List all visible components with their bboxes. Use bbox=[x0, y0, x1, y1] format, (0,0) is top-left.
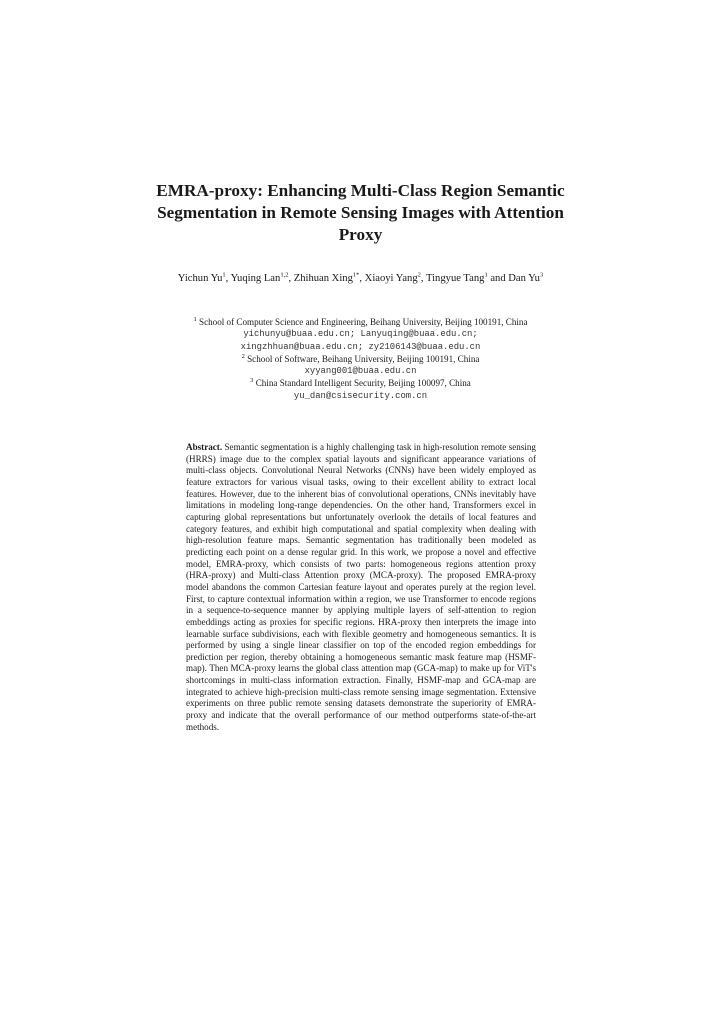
abstract-label: Abstract. bbox=[186, 442, 223, 452]
email-line: xingzhhuan@buaa.edu.cn; zy2106143@buaa.edu.cn bbox=[240, 341, 481, 352]
email-line: yu_dan@csisecurity.com.cn bbox=[293, 390, 428, 401]
author: Zhihuan Xing$^{1*}$, bbox=[293, 271, 365, 284]
paper-title: EMRA-proxy: Enhancing Multi-Class Region Semantic Segmentation in Remote Sensing Images with Attention Proxy bbox=[156, 181, 565, 244]
email-line: yichunyu@buaa.edu.cn; Lanyuqing@buaa.edu.cn; bbox=[243, 329, 478, 340]
author: Yuqing Lan$^{1,2}$, bbox=[230, 271, 294, 284]
affiliation-block bbox=[140, 316, 581, 402]
affiliation-3: $^3$ China Standard Intelligent Security, Beijing 100097, China bbox=[250, 377, 471, 389]
author: Yichun Yu$^1$, bbox=[177, 271, 231, 284]
abstract-text: Semantic segmentation is a highly challenging task in high-resolution remote sensing (HRRS) image due to the complex spatial layouts and significant appearance variations of multi-class objects. Convolutional Neural Networks (CNNs) have been widely employed as feature extractors for various visual tasks, owing to their excellent ability to extract local features. However, due to the inherent bias of convolutional operations, CNNs inevitably have limitations in modeling long-range dependencies. On the other hand, Transformers excel in capturing global representations but unfortunately overlook the details of local features and category features, and exhibit high computational and spatial complexity when dealing with high-resolution feature maps. Semantic segmentation has traditionally been modeled as predicting each point on a dense regular grid. In this work, we propose a novel and effective model, EMRA-proxy, which consists of two parts: homogeneous regions attention proxy (HRA-proxy) and Multi-class Attention proxy (MCA-proxy). The proposed EMRA-proxy model abandons the common Cartesian feature layout and operates purely at the region level. First, to capture contextual information within a region, we use Transformer to encode regions in a sequence-to-sequence manner by applying multiple layers of self-attention to region embeddings acting as proxies for specific regions. HRA-proxy then interprets the image into learnable surface subdivisions, each with flexible geometry and homogeneous semantics. It is performed by using a single linear classifier on top of the encoded region embeddings for prediction per region, thereby obtaining a homogeneous semantic mask feature map (HSMF-map). Then MCA-proxy learns the global class attention map (GCA-map) to make up for ViT's shortcomings in multi-class information extraction. Finally, HSMF-map and GCA-map are integrated to achieve high-precision multi-class remote sensing image segmentation. Extensive experiments on three public remote sensing datasets demonstrate the superiority of EMRA-proxy and indicate that the overall performance of our method outperforms state-of-the-art methods. bbox=[186, 442, 536, 732]
author: Tingyue Tang$^1$ and bbox=[426, 271, 509, 284]
author: Dan Yu$^3$ bbox=[508, 271, 544, 284]
email-line: xyyang001@buaa.edu.cn bbox=[304, 366, 417, 377]
affiliation-1: $^1$ School of Computer Science and Engineering, Beihang University, Beijing 100191, China bbox=[193, 315, 528, 327]
author-list bbox=[150, 272, 571, 285]
abstract bbox=[186, 442, 536, 733]
author: Xiaoyi Yang$^2$, bbox=[364, 271, 427, 284]
affiliation-2: $^2$ School of Software, Beihang University, Beijing 100191, China bbox=[241, 352, 480, 364]
